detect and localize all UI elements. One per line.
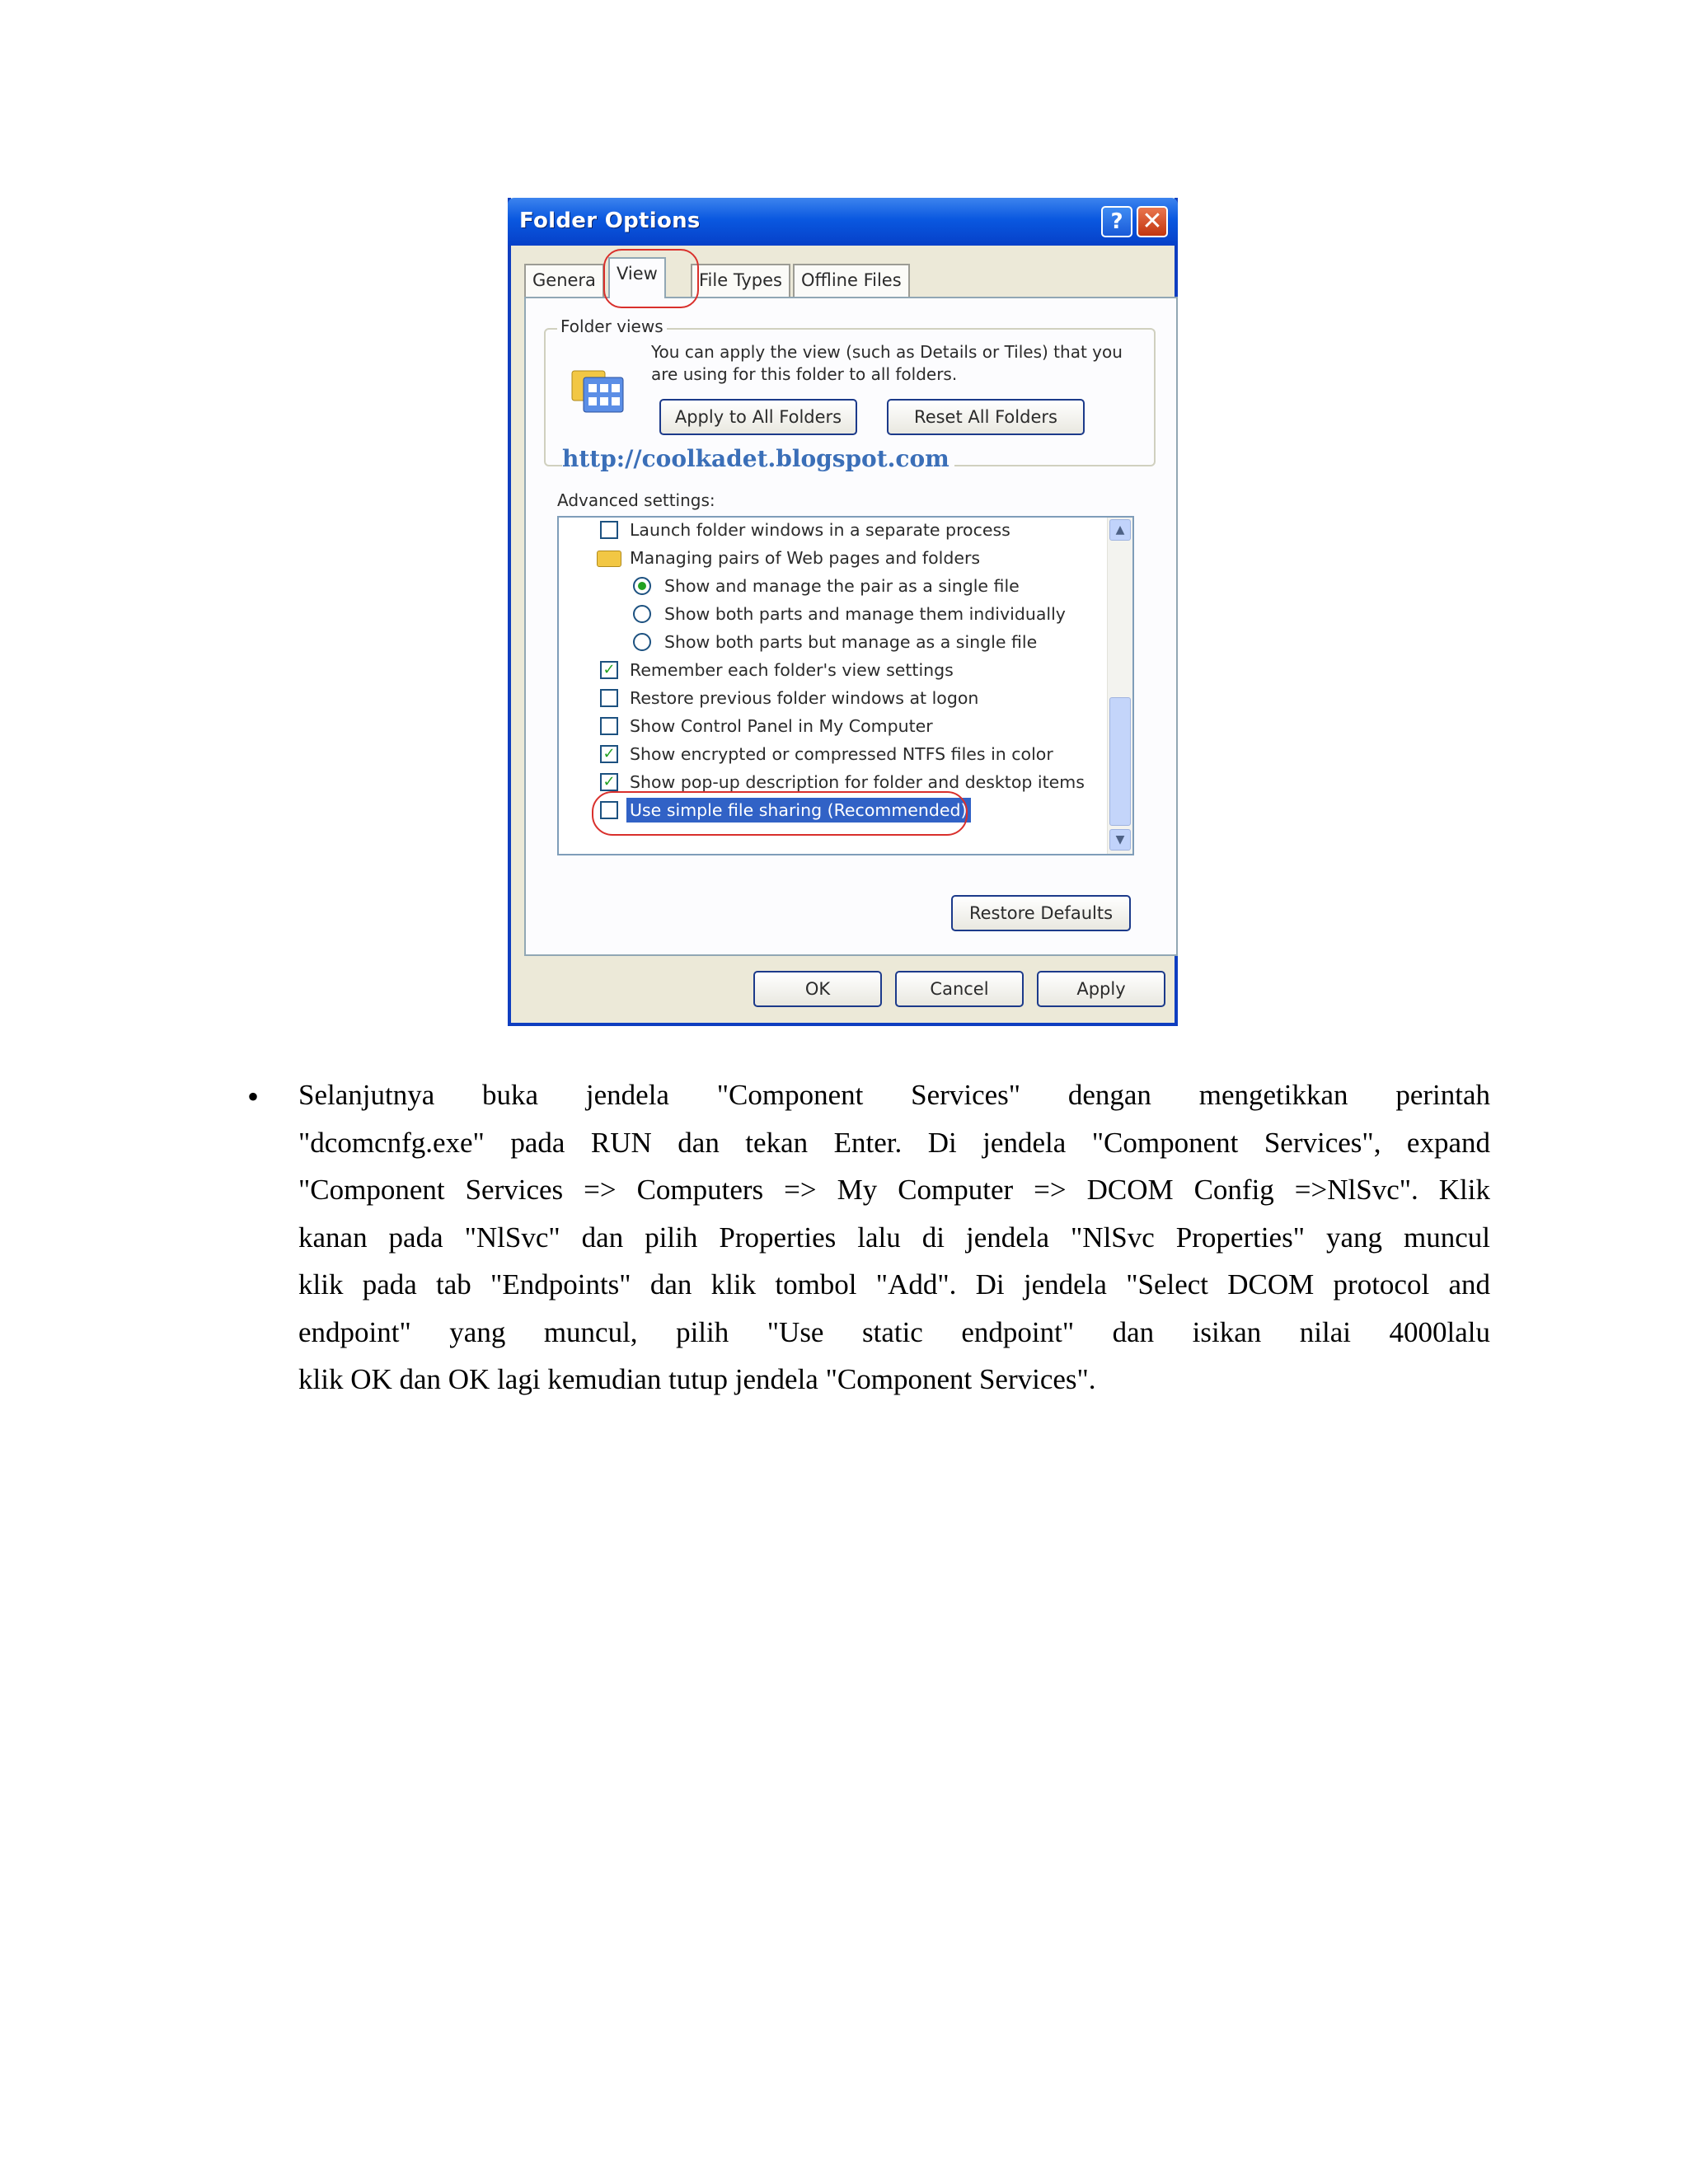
- checkbox-checked[interactable]: ✓: [600, 661, 618, 679]
- item-label: Use simple file sharing (Recommended): [626, 798, 971, 823]
- item-label: Show pop-up description for folder and desktop items: [630, 772, 1085, 792]
- folder-views-description: You can apply the view (such as Details or Tiles) that you are using for this folder to all folders.: [651, 342, 1123, 384]
- advanced-settings-label: Advanced settings:: [557, 490, 715, 510]
- restore-defaults-button[interactable]: Restore Defaults: [951, 895, 1131, 931]
- folder-icon: [597, 551, 621, 567]
- dialog-title: Folder Options: [519, 209, 701, 233]
- paragraph-line: "dcomcnfg.exe" pada RUN dan tekan Enter. Di jendela "Component Services", expand: [298, 1126, 1490, 1159]
- item-label: Show encrypted or compressed NTFS files in color: [630, 744, 1053, 764]
- ok-button[interactable]: OK: [753, 971, 882, 1007]
- scroll-up-icon[interactable]: ▲: [1109, 519, 1131, 541]
- item-label: Managing pairs of Web pages and folders: [630, 548, 981, 568]
- paragraph-line: "Component Services => Computers => My Computer => DCOM Config =>NlSvc". Klik: [298, 1174, 1490, 1206]
- apply-button[interactable]: Apply: [1037, 971, 1165, 1007]
- help-icon: ?: [1110, 209, 1123, 234]
- help-button[interactable]: [1101, 206, 1132, 237]
- annotation-circle-view-tab: [603, 249, 699, 308]
- paragraph-line: klik OK dan OK lagi kemudian tutup jendela "Component Services".: [298, 1363, 1096, 1395]
- item-label: Show both parts and manage them individually: [664, 604, 1066, 624]
- checkbox[interactable]: [600, 717, 618, 735]
- checkbox[interactable]: [600, 521, 618, 539]
- item-label: Launch folder windows in a separate process: [630, 520, 1010, 540]
- close-button[interactable]: [1137, 206, 1168, 237]
- watermark-url: http://coolkadet.blogspot.com: [562, 445, 954, 472]
- checkbox-checked[interactable]: ✓: [600, 773, 618, 791]
- checkbox-checked[interactable]: ✓: [600, 745, 618, 763]
- item-label: Show both parts but manage as a single file: [664, 632, 1038, 652]
- apply-to-all-folders-button[interactable]: Apply to All Folders: [659, 399, 857, 435]
- instruction-paragraph: [298, 1071, 1490, 1404]
- tab-offline-files[interactable]: Offline Files: [793, 264, 910, 297]
- paragraph-line: klik pada tab "Endpoints" dan klik tombol "Add". Di jendela "Select DCOM protocol and: [298, 1268, 1490, 1301]
- title-bar[interactable]: [508, 198, 1178, 246]
- radio-button[interactable]: [633, 605, 651, 623]
- scroll-thumb[interactable]: [1109, 697, 1131, 826]
- folder-view-icon: [570, 366, 626, 415]
- reset-all-folders-button[interactable]: Reset All Folders: [887, 399, 1085, 435]
- item-label: Restore previous folder windows at logon: [630, 688, 979, 708]
- paragraph-line: kanan pada "NlSvc" dan pilih Properties lalu di jendela "NlSvc Properties" yang muncul: [298, 1221, 1490, 1254]
- tab-general[interactable]: Genera: [524, 264, 604, 297]
- folder-options-dialog: [508, 198, 1178, 1026]
- radio-button[interactable]: [633, 577, 651, 595]
- item-label: Show and manage the pair as a single file: [664, 576, 1020, 596]
- bullet-point: •: [247, 1078, 260, 1115]
- annotation-circle-simple-sharing: [592, 791, 968, 836]
- folder-views-label: Folder views: [557, 316, 667, 336]
- scrollbar[interactable]: [1107, 518, 1132, 854]
- radio-button[interactable]: [633, 633, 651, 651]
- checkbox[interactable]: [600, 689, 618, 707]
- cancel-button[interactable]: Cancel: [895, 971, 1024, 1007]
- tab-file-types[interactable]: File Types: [691, 264, 790, 297]
- paragraph-line: endpoint" yang muncul, pilih "Use static endpoint" dan isikan nilai 4000lalu: [298, 1315, 1490, 1348]
- paragraph-line: Selanjutnya buka jendela "Component Services" dengan mengetikkan perintah: [298, 1079, 1490, 1111]
- item-label: Show Control Panel in My Computer: [630, 716, 933, 736]
- item-label: Remember each folder's view settings: [630, 660, 954, 680]
- scroll-down-icon[interactable]: ▼: [1109, 829, 1131, 851]
- close-icon: ✕: [1142, 207, 1163, 236]
- tab-view[interactable]: View: [608, 257, 666, 298]
